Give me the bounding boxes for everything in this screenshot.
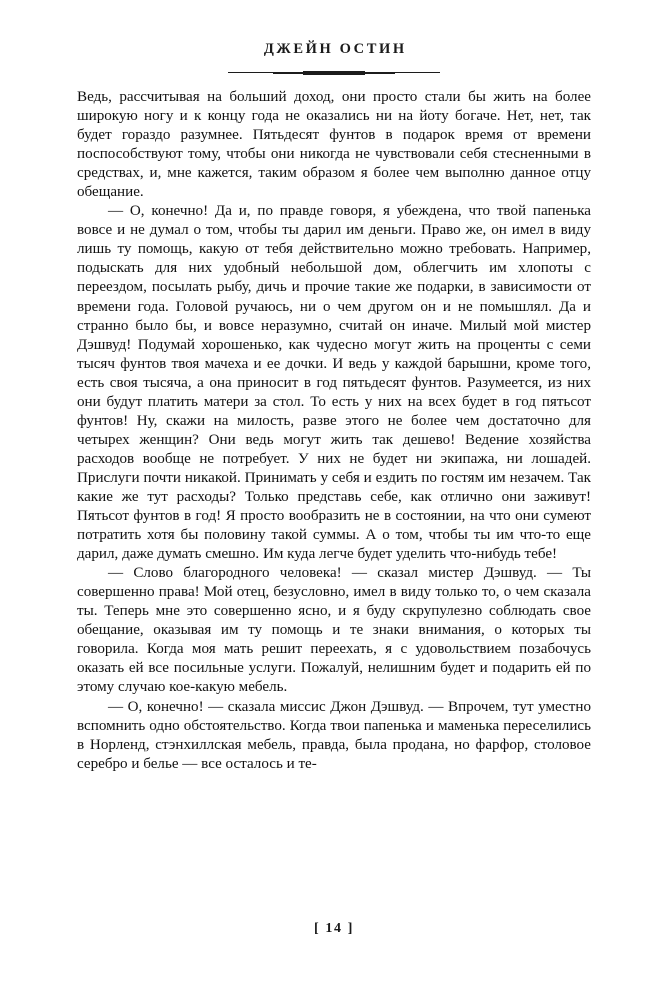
body-text-block: [77, 88, 591, 774]
page-number: [ 14 ]: [314, 921, 354, 936]
running-head-title: ДЖЕЙН ОСТИН: [263, 41, 407, 57]
paragraph-continuation: Ведь, рассчитывая на больший доход, они просто стали бы жить на более широкую ногу и к концу года не оказались ни на йоту богаче. Нет, нет, так будет гораздо разумнее. Пятьдесят фунтов в подарок время от времени поспособствуют тому, чтобы они никогда не чувствовали себя стесненными в средствах, и, мне кажется, таким образом я более чем выполню данное отцу обещание.: [77, 89, 591, 201]
rule-segment-thick: [303, 71, 365, 75]
paragraph-dialogue: — О, конечно! Да и, по правде говоря, я убеждена, что твой папенька вовсе и не думал о том, чтобы ты дарил им деньги. Право же, он имел в виду лишь ту помощь, какую от тебя действительно можно требовать. Например, подыскать для них удобный небольшой дом, облегчить им хлопоты с переездом, посылать рыбу, дичь и прочие такие же подарки, в зависимости от времени года. Головой ручаюсь, ни о чем другом он и не помышлял. Да и странно было бы, и вовсе неразумно, считай он иначе. Милый мой мистер Дэшвуд! Подумай хорошенько, как чудесно могут жить на проценты с семи тысяч фунтов твоя мачеха и ее дочки. И ведь у каждой барышни, кроме того, есть своя тысяча, а она приносит в год пятьдесят фунтов. Разумеется, из них они будут платить матери за стол. То есть у них на всех будет в год пятьсот фунтов! Ну, скажи на милость, разве этого не более чем достаточно для четырех женщин? Они ведь могут жить так дешево! Ведение хозяйства расходов вообще не потребует. У них не будет ни экипажа, ни лошадей. Прислуги почти никакой. Принимать у себя и ездить по гостям им незачем. Так какие же тут расходы? Только представь себе, как отлично они заживут! Пятьсот фунтов в год! Я просто вообразить не в состоянии, на что они сумеют потратить хотя бы половину такой суммы. А о том, чтобы ты им что-то еще дарил, даже думать смешно. Им куда легче будет уделить что-нибудь тебе!: [77, 203, 591, 563]
header-ornament-rule: [77, 68, 591, 77]
running-head: [77, 42, 591, 58]
paragraph-dialogue: — О, конечно! — сказала миссис Джон Дэшвуд. — Впрочем, тут уместно вспомнить одно обстоятельство. Когда твои папенька и маменька переселились в Норленд, стэнхиллская мебель, правда, была продана, но фарфор, столовое серебро и белье — все осталось и те-: [77, 698, 591, 772]
paragraph-dialogue: — Слово благородного человека! — сказал мистер Дэшвуд. — Ты совершенно права! Мой отец, безусловно, имел в виду только то, о чем сказала ты. Теперь мне это совершенно ясно, и я буду скрупулезно соблюдать свое обещание, оказывая им ту помощь и те знаки внимания, о которых ты говорила. Когда моя мать решит переехать, я с удовольствием позабочусь оказать ей все посильные услуги. Пожалуй, нелишним будет и подарить ей по этому случаю кое-какую мебель.: [77, 565, 591, 696]
page-folio: [77, 919, 591, 937]
